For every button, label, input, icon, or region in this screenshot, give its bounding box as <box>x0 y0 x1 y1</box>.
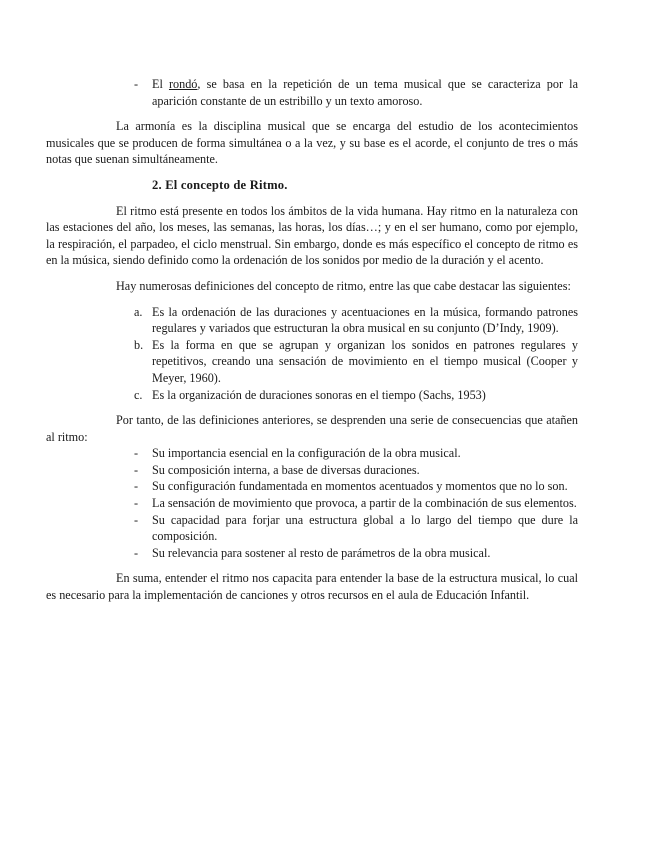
definition-marker: a. <box>134 304 143 319</box>
definition-text: Es la forma en que se agrupan y organizan los sonidos en patrones regulares y repetitivos, creando una sensación de movimiento en el tiempo musical (Cooper y Meyer, 1960). <box>152 337 578 385</box>
definition-marker: b. <box>134 337 144 352</box>
rondo-term: rondó <box>168 77 198 91</box>
dash-marker: - <box>134 479 139 494</box>
paragraph-ritmo-text: El ritmo está presente en todos los ámbitos de la vida humana. Hay ritmo en la naturaleza con las estaciones del año, los meses, las semanas, las horas, los días…; y en el ser humano, como por ejemplo, la respiración, el parpadeo, el ciclo menstrual. Sin embargo, donde es más específico el concepto de ritmo es en la música, siendo definido como la ordenación de los sonidos por medio de la duración y el acento. <box>46 203 578 268</box>
rondo-prefix: El <box>152 77 169 91</box>
top-dash-list <box>116 76 578 109</box>
consequence-text: Su relevancia para sostener al resto de parámetros de la obra musical. <box>152 545 491 560</box>
definition-item <box>116 387 578 404</box>
definition-text: Es la organización de duraciones sonoras en el tiempo (Sachs, 1953) <box>152 387 486 402</box>
rondo-suffix: , se basa en la repetición de un tema musical que se caracteriza por la aparición constante de un estribillo y un texto amoroso. <box>152 77 578 108</box>
definitions-list <box>116 304 578 404</box>
paragraph-ritmo <box>46 203 578 269</box>
definition-item <box>116 337 578 387</box>
list-item <box>116 478 578 495</box>
list-item <box>116 445 578 462</box>
paragraph-conclusion-text: En suma, entender el ritmo nos capacita para entender la base de la estructura musical, lo cual es necesario para la implementación de canciones y otros recursos en el aula de Educación Infantil. <box>46 571 578 603</box>
definition-marker: c. <box>134 387 143 402</box>
list-item <box>116 462 578 479</box>
dash-marker: - <box>134 462 139 477</box>
definition-text: Es la ordenación de las duraciones y acentuaciones en la música, formando patrones regulares y variados que estructuran la obra musical en su conjunto (D’Indy, 1909). <box>152 304 578 336</box>
paragraph-consecuencias-text: Por tanto, de las definiciones anteriores, se desprenden una serie de consecuencias que atañen al ritmo: <box>46 413 578 444</box>
dash-marker: - <box>134 446 139 461</box>
dash-marker: - <box>134 512 139 527</box>
consequences-list <box>116 445 578 561</box>
definition-item <box>116 304 578 337</box>
paragraph-armonia-text: La armonía es la disciplina musical que se encarga del estudio de los acontecimientos musicales que se producen de forma simultánea o a la vez, y su base es el acorde, el conjunto de tres o más notas que suenan simultáneamente. <box>46 119 578 167</box>
paragraph-definiciones <box>46 278 578 295</box>
paragraph-armonia <box>46 118 578 168</box>
dash-marker: - <box>134 545 139 560</box>
consequence-text: Su importancia esencial en la configuración de la obra musical. <box>152 446 461 461</box>
dash-marker: - <box>134 77 139 91</box>
consequence-text: Su capacidad para forjar una estructura global a lo largo del tiempo que dure la composición. <box>152 512 578 544</box>
consequence-text: Su configuración fundamentada en momentos acentuados y momentos que no lo son. <box>152 479 568 494</box>
paragraph-definiciones-text: Hay numerosas definiciones del concepto de ritmo, entre las que cabe destacar las siguientes: <box>116 278 571 293</box>
section-heading: 2. El concepto de Ritmo. <box>152 177 288 192</box>
list-item <box>116 76 578 109</box>
dash-marker: - <box>134 496 139 511</box>
paragraph-consecuencias <box>46 412 578 445</box>
document-body <box>46 76 578 613</box>
consequence-text: La sensación de movimiento que provoca, a partir de la combinación de sus elementos. <box>152 496 577 511</box>
list-item <box>116 545 578 562</box>
list-item <box>116 512 578 545</box>
consequence-text: Su composición interna, a base de diversas duraciones. <box>152 462 420 477</box>
list-item <box>116 495 578 512</box>
paragraph-conclusion <box>46 570 578 603</box>
